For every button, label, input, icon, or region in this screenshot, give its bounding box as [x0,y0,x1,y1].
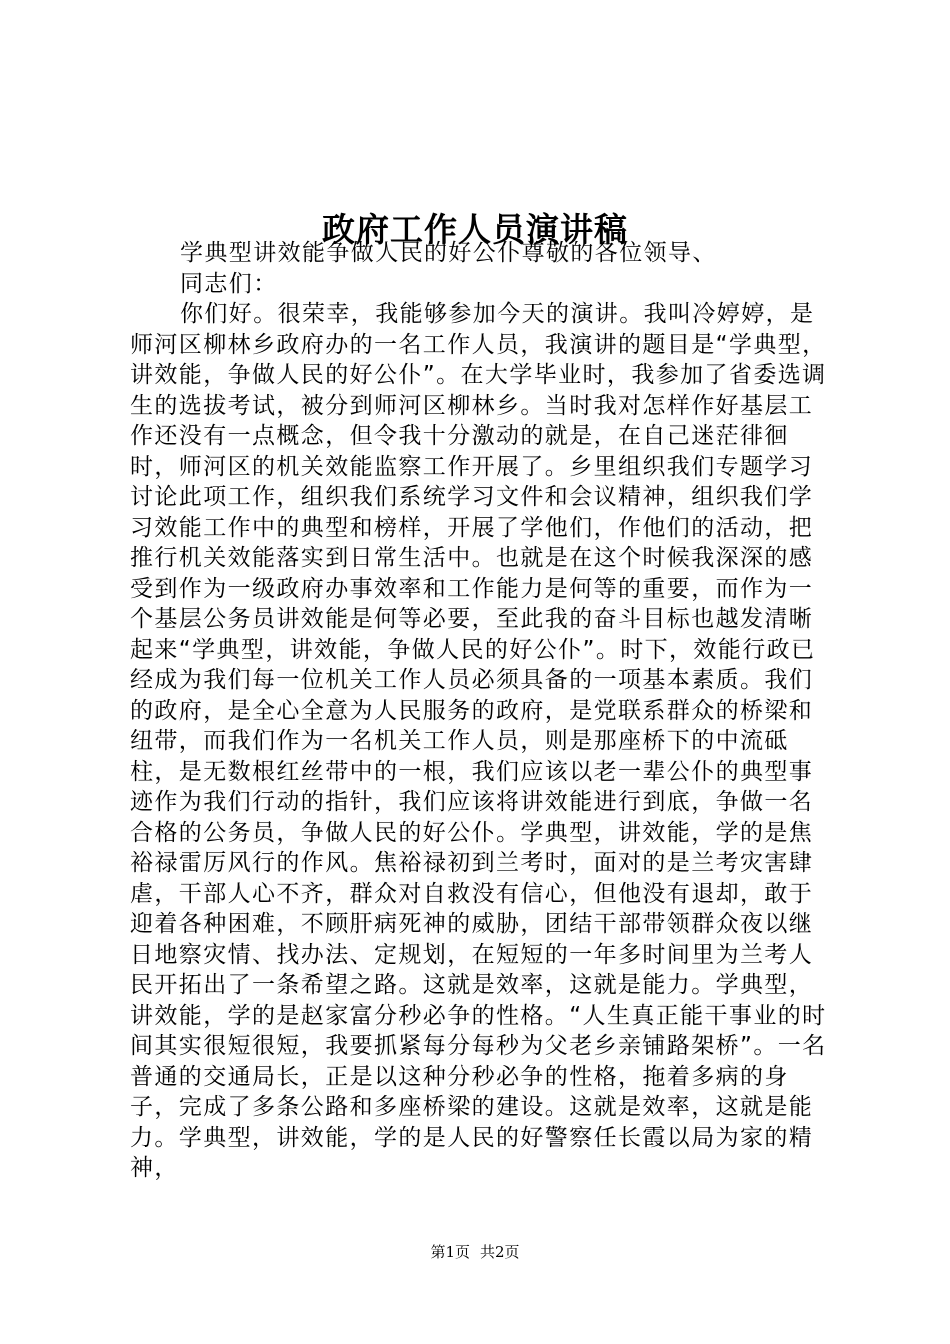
body-paragraph: 你们好。很荣幸，我能够参加今天的演讲。我叫冷婷婷，是师河区柳林乡政府办的一名工作人员，我演讲的题目是“学典型，讲效能，争做人民的好公仆”。在大学毕业时，我参加了省委选调生的选拔考试，被分到师河区柳林乡。当时我对怎样作好基层工作还没有一点概念，但令我十分激动的就是，在自己迷茫徘徊时，师河区的机关效能监察工作开展了。乡里组织我们专题学习讨论此项工作，组织我们系统学习文件和会议精神，组织我们学习效能工作中的典型和榜样，开展了学他们，作他们的活动，把推行机关效能落实到日常生活中。也就是在这个时候我深深的感受到作为一级政府办事效率和工作能力是何等的重要，而作为一个基层公务员讲效能是何等必要，至此我的奋斗目标也越发清晰起来“学典型，讲效能，争做人民的好公仆”。时下，效能行政已经成为我们每一位机关工作人员必须具备的一项基本素质。我们的政府，是全心全意为人民服务的政府，是党联系群众的桥梁和纽带，而我们作为一名机关工作人员，则是那座桥下的中流砥柱，是无数根红丝带中的一根，我们应该以老一辈公仆的典型事迹作为我们行动的指针，我们应该将讲效能进行到底，争做一名合格的公务员，争做人民的好公仆。学典型，讲效能，学的是焦裕禄雷厉风行的作风。焦裕禄初到兰考时，面对的是兰考灾害肆虐，干部人心不齐，群众对自救没有信心，但他没有退却，敢于迎着各种困难，不顾肝病死神的威胁，团结干部带领群众夜以继日地察灾情、找办法、定规划，在短短的一年多时间里为兰考人民开拓出了一条希望之路。这就是效率，这就是能力。学典型，讲效能，学的是赵家富分秒必争的性格。“人生真正能干事业的时间其实很短很短，我要抓紧每分每秒为父老乡亲铺路架桥”。一名普通的交通局长，正是以这种分秒必争的性格，拖着多病的身子，完成了多条公路和多座桥梁的建设。这就是效率，这就是能力。学典型，讲效能，学的是人民的好警察任长霞以局为家的精神， [130,301,827,1181]
opening-line: 学典型讲效能争做人民的好公仆尊敬的各位领导、 [180,240,717,266]
page-number: 第1页 [430,1243,470,1261]
document-body [130,238,836,1184]
page-count: 共2页 [480,1243,520,1261]
page-footer [0,1242,950,1262]
salutation: 同志们： [180,270,278,297]
document-title: 政府工作人员演讲稿 [322,210,628,250]
